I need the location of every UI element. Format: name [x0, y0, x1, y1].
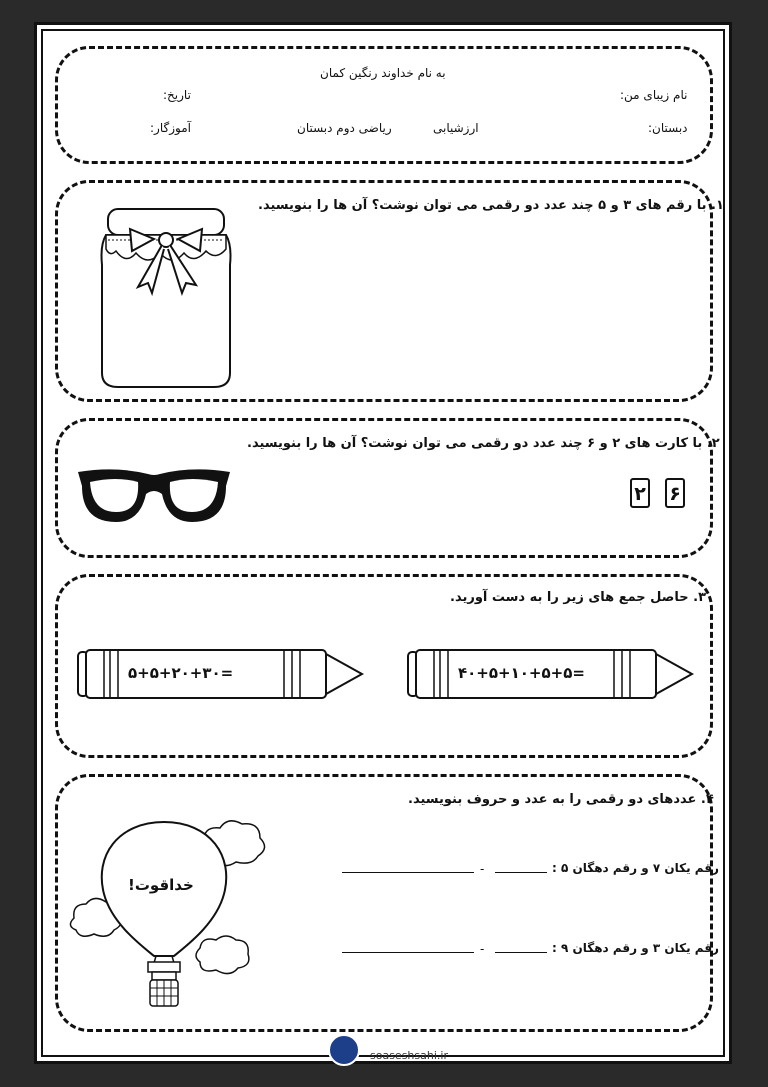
school-label: دبستان: — [648, 121, 688, 135]
answer-dash-2: - — [480, 942, 485, 956]
answer-line-1b[interactable] — [342, 872, 474, 873]
jar-image — [96, 205, 236, 391]
answer-line-2b[interactable] — [342, 952, 474, 953]
question-4-line-1-label: رقم یکان ۷ و رقم دهگان ۵ : — [552, 861, 719, 875]
name-label: نام زیبای من: — [620, 88, 688, 102]
site-logo — [328, 1034, 360, 1066]
site-url: soaseshsahi.ir — [370, 1049, 448, 1062]
teacher-label: آموزگار: — [150, 121, 191, 135]
evaluation-text: ارزشیابی — [433, 121, 479, 135]
answer-dash-1: - — [480, 862, 485, 876]
date-label: تاریخ: — [163, 88, 191, 102]
number-card-2: ۲ — [630, 478, 650, 508]
question-3-text: ۳. حاصل جمع های زیر را به دست آورید. — [450, 590, 706, 605]
number-card-6: ۶ — [665, 478, 685, 508]
hot-air-balloon-image — [64, 808, 268, 1014]
answer-line-1a[interactable] — [495, 872, 547, 873]
question-4-line-2-label: رقم یکان ۳ و رقم دهگان ۹ : — [552, 941, 719, 955]
subject-text: ریاضی دوم دبستان — [297, 121, 392, 135]
expression-right: ۴۰+۵+۱۰+۵+۵= — [458, 664, 585, 682]
glasses-image — [76, 464, 232, 526]
answer-line-2a[interactable] — [495, 952, 547, 953]
bismillah-text: به نام خداوند رنگین کمان — [320, 66, 446, 80]
header-box — [55, 46, 713, 164]
expression-left: ۵+۵+۲۰+۳۰= — [128, 664, 234, 682]
balloon-text: خداقوت! — [128, 876, 194, 894]
question-1-text: ۱. با رقم های ۳ و ۵ چند عدد دو رقمی می توان نوشت؟ آن ها را بنویسید. — [258, 198, 724, 213]
question-4-text: ۴. عددهای دو رقمی را به عدد و حروف بنویسید. — [408, 792, 714, 807]
question-2-text: ۲. با کارت های ۲ و ۶ چند عدد دو رقمی می توان نوشت؟ آن ها را بنویسید. — [247, 436, 720, 451]
